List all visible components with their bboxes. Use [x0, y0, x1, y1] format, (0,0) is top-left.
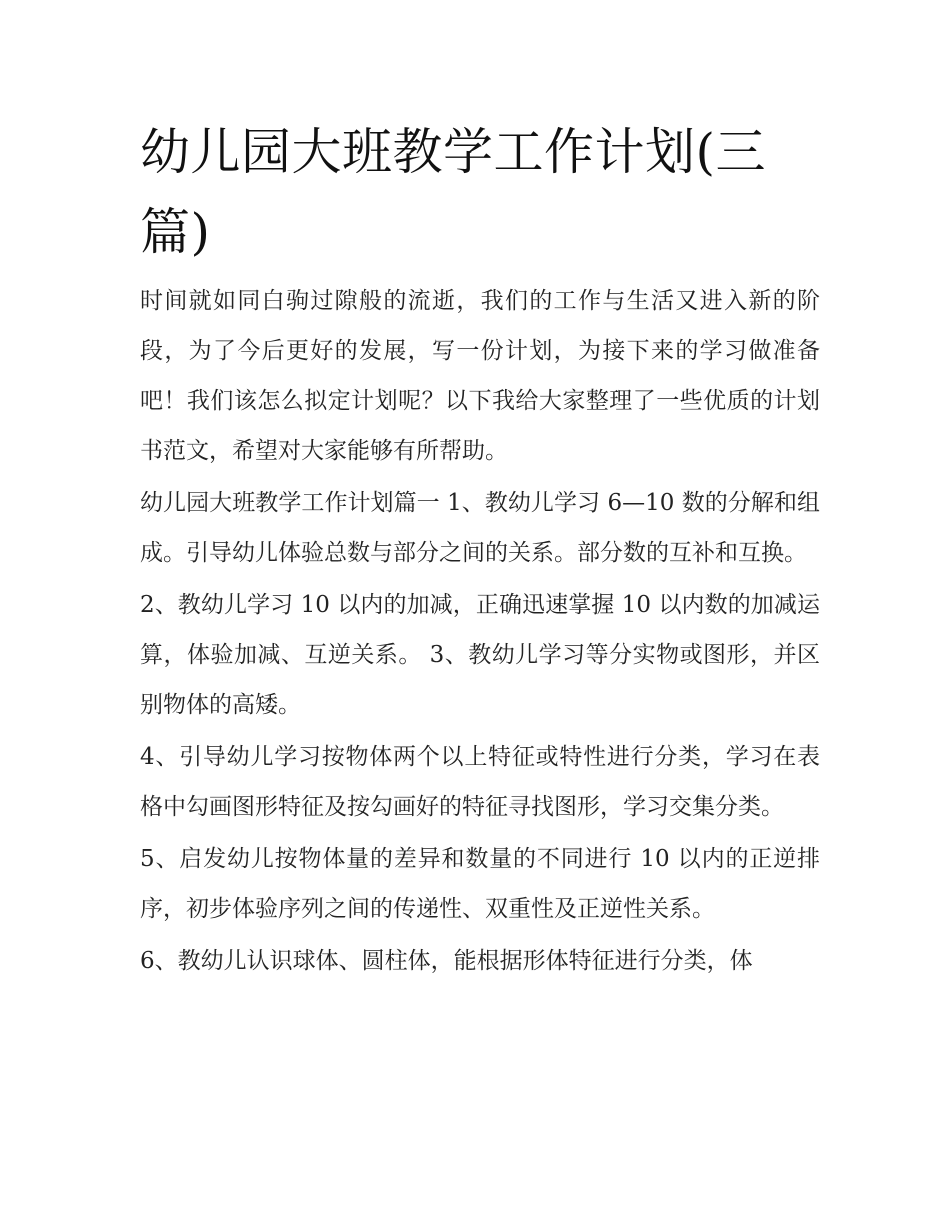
document-body — [140, 276, 820, 988]
paragraph-item-5: 5、启发幼儿按物体量的差异和数量的不同进行 10 以内的正逆排序，初步体验序列之间的传递性、双重性及正逆性关系。 — [140, 846, 820, 922]
document-title: 幼儿园大班教学工作计划(三篇) — [140, 123, 767, 261]
paragraph-item-2-3: 2、教幼儿学习 10 以内的加减，正确迅速掌握 10 以内数的加减运算，体验加减、互逆关系。 3、教幼儿学习等分实物或图形，并区别物体的高矮。 — [140, 592, 820, 718]
paragraph-item-6: 6、教幼儿认识球体、圆柱体，能根据形体特征进行分类，体 — [140, 948, 753, 974]
paragraph-item-4: 4、引导幼儿学习按物体两个以上特征或特性进行分类，学习在表格中勾画图形特征及按勾画好的特征寻找图形，学习交集分类。 — [140, 744, 820, 820]
paragraph-intro: 时间就如同白驹过隙般的流逝，我们的工作与生活又进入新的阶段，为了今后更好的发展，写一份计划，为接下来的学习做准备吧！我们该怎么拟定计划呢？以下我给大家整理了一些优质的计划书范文，希望对大家能够有所帮助。 — [140, 288, 820, 464]
paragraph-item-1: 幼儿园大班教学工作计划篇一 1、教幼儿学习 6—10 数的分解和组成。引导幼儿体验总数与部分之间的关系。部分数的互补和互换。 — [140, 490, 820, 566]
